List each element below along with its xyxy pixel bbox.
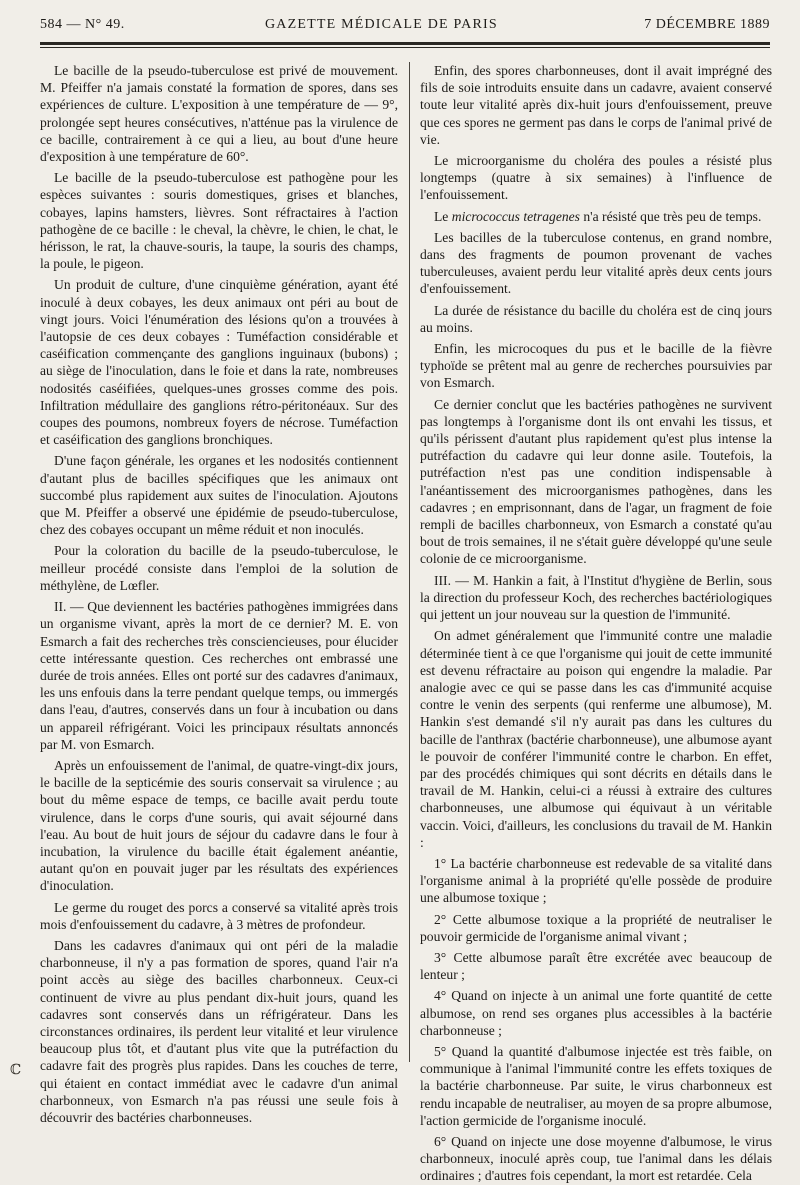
paragraph: On admet généralement que l'immunité contre une maladie déterminée tient à ce que l'organisme qui jouit de cette immunité est devenu réfractaire au poison qui engendre la maladie. Par analogie avec ce qui se passe dans les cas d'immunité acquise contre le venin des serpents (qui renferme une albumose), M. Hankin s'est demandé s'il n'y aurait pas dans les cultures du bacille de l'anthrax (bactérie charbonneuse), une albumose ayant le pouvoir de conférer l'immunité contre le charbon. En effet, par des procédés chimiques qui sont décrits en détails dans le travail de M. Hankin, celui-ci a réussi à extraire des cultures charbonneuses, une albumose qui équivaut à un véritable vaccin. Voici, d'ailleurs, les conclusions du travail de M. Hankin : bbox=[420, 628, 772, 850]
conclusion-item: 4° Quand on injecte à un animal une forte quantité de cette albumose, on rend ses organes plus accessibles à la bactérie charbonneuse ; bbox=[420, 988, 772, 1038]
paragraph: La durée de résistance du bacille du choléra est de cinq jours au moins. bbox=[420, 302, 772, 335]
paragraph: Le microorganisme du choléra des poules a résisté plus longtemps (quatre à six semaines) à l'influence de l'enfouissement. bbox=[420, 153, 772, 203]
paragraph: Pour la coloration du bacille de la pseudo-tuberculose, le meilleur procédé consiste dans l'emploi de la solution de méthylène, de Lœfler. bbox=[40, 543, 398, 593]
paragraph: Dans les cadavres d'animaux qui ont péri de la maladie charbonneuse, il n'y a pas formation de spores, quand l'air n'a point accès au siège des bacilles charbonneux. Ceux-ci continuent de vivre au plus pendant dix-huit jours, quand les cadavres sont conservés dans un réfrigérateur. Dans les circonstances ordinaires, ils perdent leur vitalité et leur virulence beaucoup plus tôt, et d'autant plus vite que la putréfaction du cadavre fait des progrès plus rapides. Dans les couches de terre, qui étaient en contact immédiat avec le cadavre d'un animal charbonneux, von Esmarch n'a pas réussi une seule fois à découvrir des bactéries charbonneuses. bbox=[40, 937, 398, 1125]
section-ii-paragraph: II. — Que deviennent les bactéries pathogènes immigrées dans un organisme vivant, après la mort de ce dernier? M. E. von Esmarch a fait des recherches très consciencieuses, pour élucider cette intéressante question. Ces recherches ont embrassé une durée de trois années. Elles ont porté sur des cadavres d'animaux, les uns enfouis dans la terre pendant quelque temps, ou immergés dans l'eau, d'autres, conservés dans un four à incubation ou dans un appareil réfrigérant. Voici les principaux résultats annoncés par M. von Esmarch. bbox=[40, 599, 398, 752]
text-suffix: n'a résisté que très peu de temps. bbox=[579, 208, 762, 224]
right-column bbox=[420, 62, 772, 1184]
column-divider bbox=[409, 62, 410, 1062]
header-rule-thin bbox=[40, 47, 770, 48]
journal-title: GAZETTE MÉDICALE DE PARIS bbox=[265, 17, 498, 32]
header-rule-thick bbox=[40, 42, 770, 45]
issue-date: 7 DÉCEMBRE 1889 bbox=[644, 17, 770, 32]
left-column bbox=[40, 62, 398, 1125]
conclusion-item: 3° Cette albumose paraît être excrétée avec beaucoup de lenteur ; bbox=[420, 949, 772, 983]
paragraph: Enfin, les microcoques du pus et le bacille de la fièvre typhoïde se prêtent mal au genre de recherches poursuivies par von Esmarch. bbox=[420, 341, 772, 391]
paragraph: Les bacilles de la tuberculose contenus, en grand nombre, dans des fragments de poumon provenant de vaches tuberculeuses, avaient perdu leur vitalité après deux cents jours d'enfouissement. bbox=[420, 229, 772, 297]
paragraph: D'une façon générale, les organes et les nodosités contiennent d'autant plus de bacilles spécifiques que les animaux ont succombé plus rapidement aux suites de l'inoculation. Ajoutons que M. Pfeiffer a observé une épidémie de pseudo-tuberculose, chez des cobayes occupant un même réduit et non inoculés. bbox=[40, 453, 398, 538]
paragraph: Un produit de culture, d'une cinquième génération, ayant été inoculé à deux cobayes, les deux animaux ont péri au bout de vingt jours. Voici l'énumération des lésions qu'on a trouvées à l'autopsie de ces deux cobayes : Tuméfaction considérable et caséification commençante des ganglions inguinaux (bubons) ; au siège de l'inoculation, dans le foie et dans la rate, nombreuses nodosités caséifiées, quelques-unes grosses comme des pois. Infiltration médullaire des ganglions rétro-péritonéaux. Sur des coupes des poumons, nombreux foyers de nécrose. Tuméfaction et caséification des ganglions bronchiques. bbox=[40, 277, 398, 448]
text-prefix: Le bbox=[434, 208, 452, 224]
paragraph: Le germe du rouget des porcs a conservé sa vitalité après trois mois d'enfouissement du cadavre, à 3 mètres de profondeur. bbox=[40, 899, 398, 932]
page-number: 584 — N° 49. bbox=[40, 17, 125, 32]
page-header bbox=[40, 15, 770, 39]
paragraph: Après un enfouissement de l'animal, de quatre-vingt-dix jours, le bacille de la septicémie des souris conservait sa virulence ; au bout du même espace de temps, ce bacille avait perdu toute virulence, dans le corps d'une souris, qui avait séjourné dans l'eau. Au bout de huit jours de séjour du cadavre dans le four à incubation, la virulence du bacille était également anéantie, autant qu'on en pouvait juger par les résultats des expériences d'inoculation. bbox=[40, 757, 398, 894]
paragraph-italic-term bbox=[420, 208, 772, 225]
paragraph: Ce dernier conclut que les bactéries pathogènes ne survivent pas longtemps à l'organisme dont ils ont envahi les tissus, et qu'ils périssent d'autant plus rapidement qu'est plus intense la putréfaction du cadavre qui leur donne asile. Toutefois, la putréfaction n'est pas une condition indispensable à l'anéantissement des microorganismes pathogènes, dans les cadavres ; en emprisonnant, dans de l'agar, un fragment de foie rempli de bacilles charbonneux, von Esmarch a constaté qu'au bout de trois semaines, il ne s'était guère développé qu'une seule colonie de ce microorganisme. bbox=[420, 396, 772, 567]
paragraph: Le bacille de la pseudo-tuberculose est pathogène pour les espèces suivantes : souris domestiques, grises et blanches, cobayes, lapins hamsters, lièvres. Sont réfractaires à l'action pathogène de ce bacille : le cheval, la chèvre, le chien, le chat, le hérisson, le rat, la chauve-souris, la taupe, la souris des champs, la poule, le pigeon. bbox=[40, 170, 398, 272]
paragraph: Enfin, des spores charbonneuses, dont il avait imprégné des fils de soie introduits ensuite dans un cadavre, avaient conservé toute leur vitalité après dix-huit jours d'enfouissement, preuve que ces spores ne germent pas dans le corps de l'animal privé de vie. bbox=[420, 63, 772, 147]
conclusion-item: 6° Quand on injecte une dose moyenne d'albumose, le virus charbonneux, inoculé après coup, tue l'animal dans les délais ordinaires ; d'autres fois cependant, la mort est retardée. Cela bbox=[420, 1133, 772, 1184]
footer-mark: ℂ bbox=[10, 1062, 22, 1078]
paragraph: Le bacille de la pseudo-tuberculose est privé de mouvement. M. Pfeiffer n'a jamais constaté la formation de spores, dans ses expériences de culture. L'exposition à une température de — 9°, prolongée sept heures consécutives, n'atténue pas la virulence de ce bacille, contrairement à ce qui a lieu, au bout d'une heure d'exposition à une température de 60°. bbox=[40, 63, 398, 165]
section-iii-paragraph: III. — M. Hankin a fait, à l'Institut d'hygiène de Berlin, sous la direction du professeur Koch, des recherches bactériologiques qui jettent un jour nouveau sur la question de l'immunité. bbox=[420, 572, 772, 623]
italic-term: micrococcus tetragenes bbox=[451, 208, 580, 224]
conclusion-item: 2° Cette albumose toxique a la propriété de neutraliser le pouvoir germicide de l'organisme animal vivant ; bbox=[420, 911, 772, 944]
conclusion-item: 1° La bactérie charbonneuse est redevable de sa vitalité dans l'organisme animal à la propriété qu'elle possède de produire une albumose toxique ; bbox=[420, 855, 772, 906]
conclusion-item: 5° Quand la quantité d'albumose injectée est très faible, on communique à l'animal l'immunité contre les effets toxiques de la bactérie charbonneuse. Par suite, le virus charbonneux est rendu incapable de neutraliser, au moyen de sa propre albumose, l'action germicide de l'organisme inoculé. bbox=[420, 1043, 772, 1128]
